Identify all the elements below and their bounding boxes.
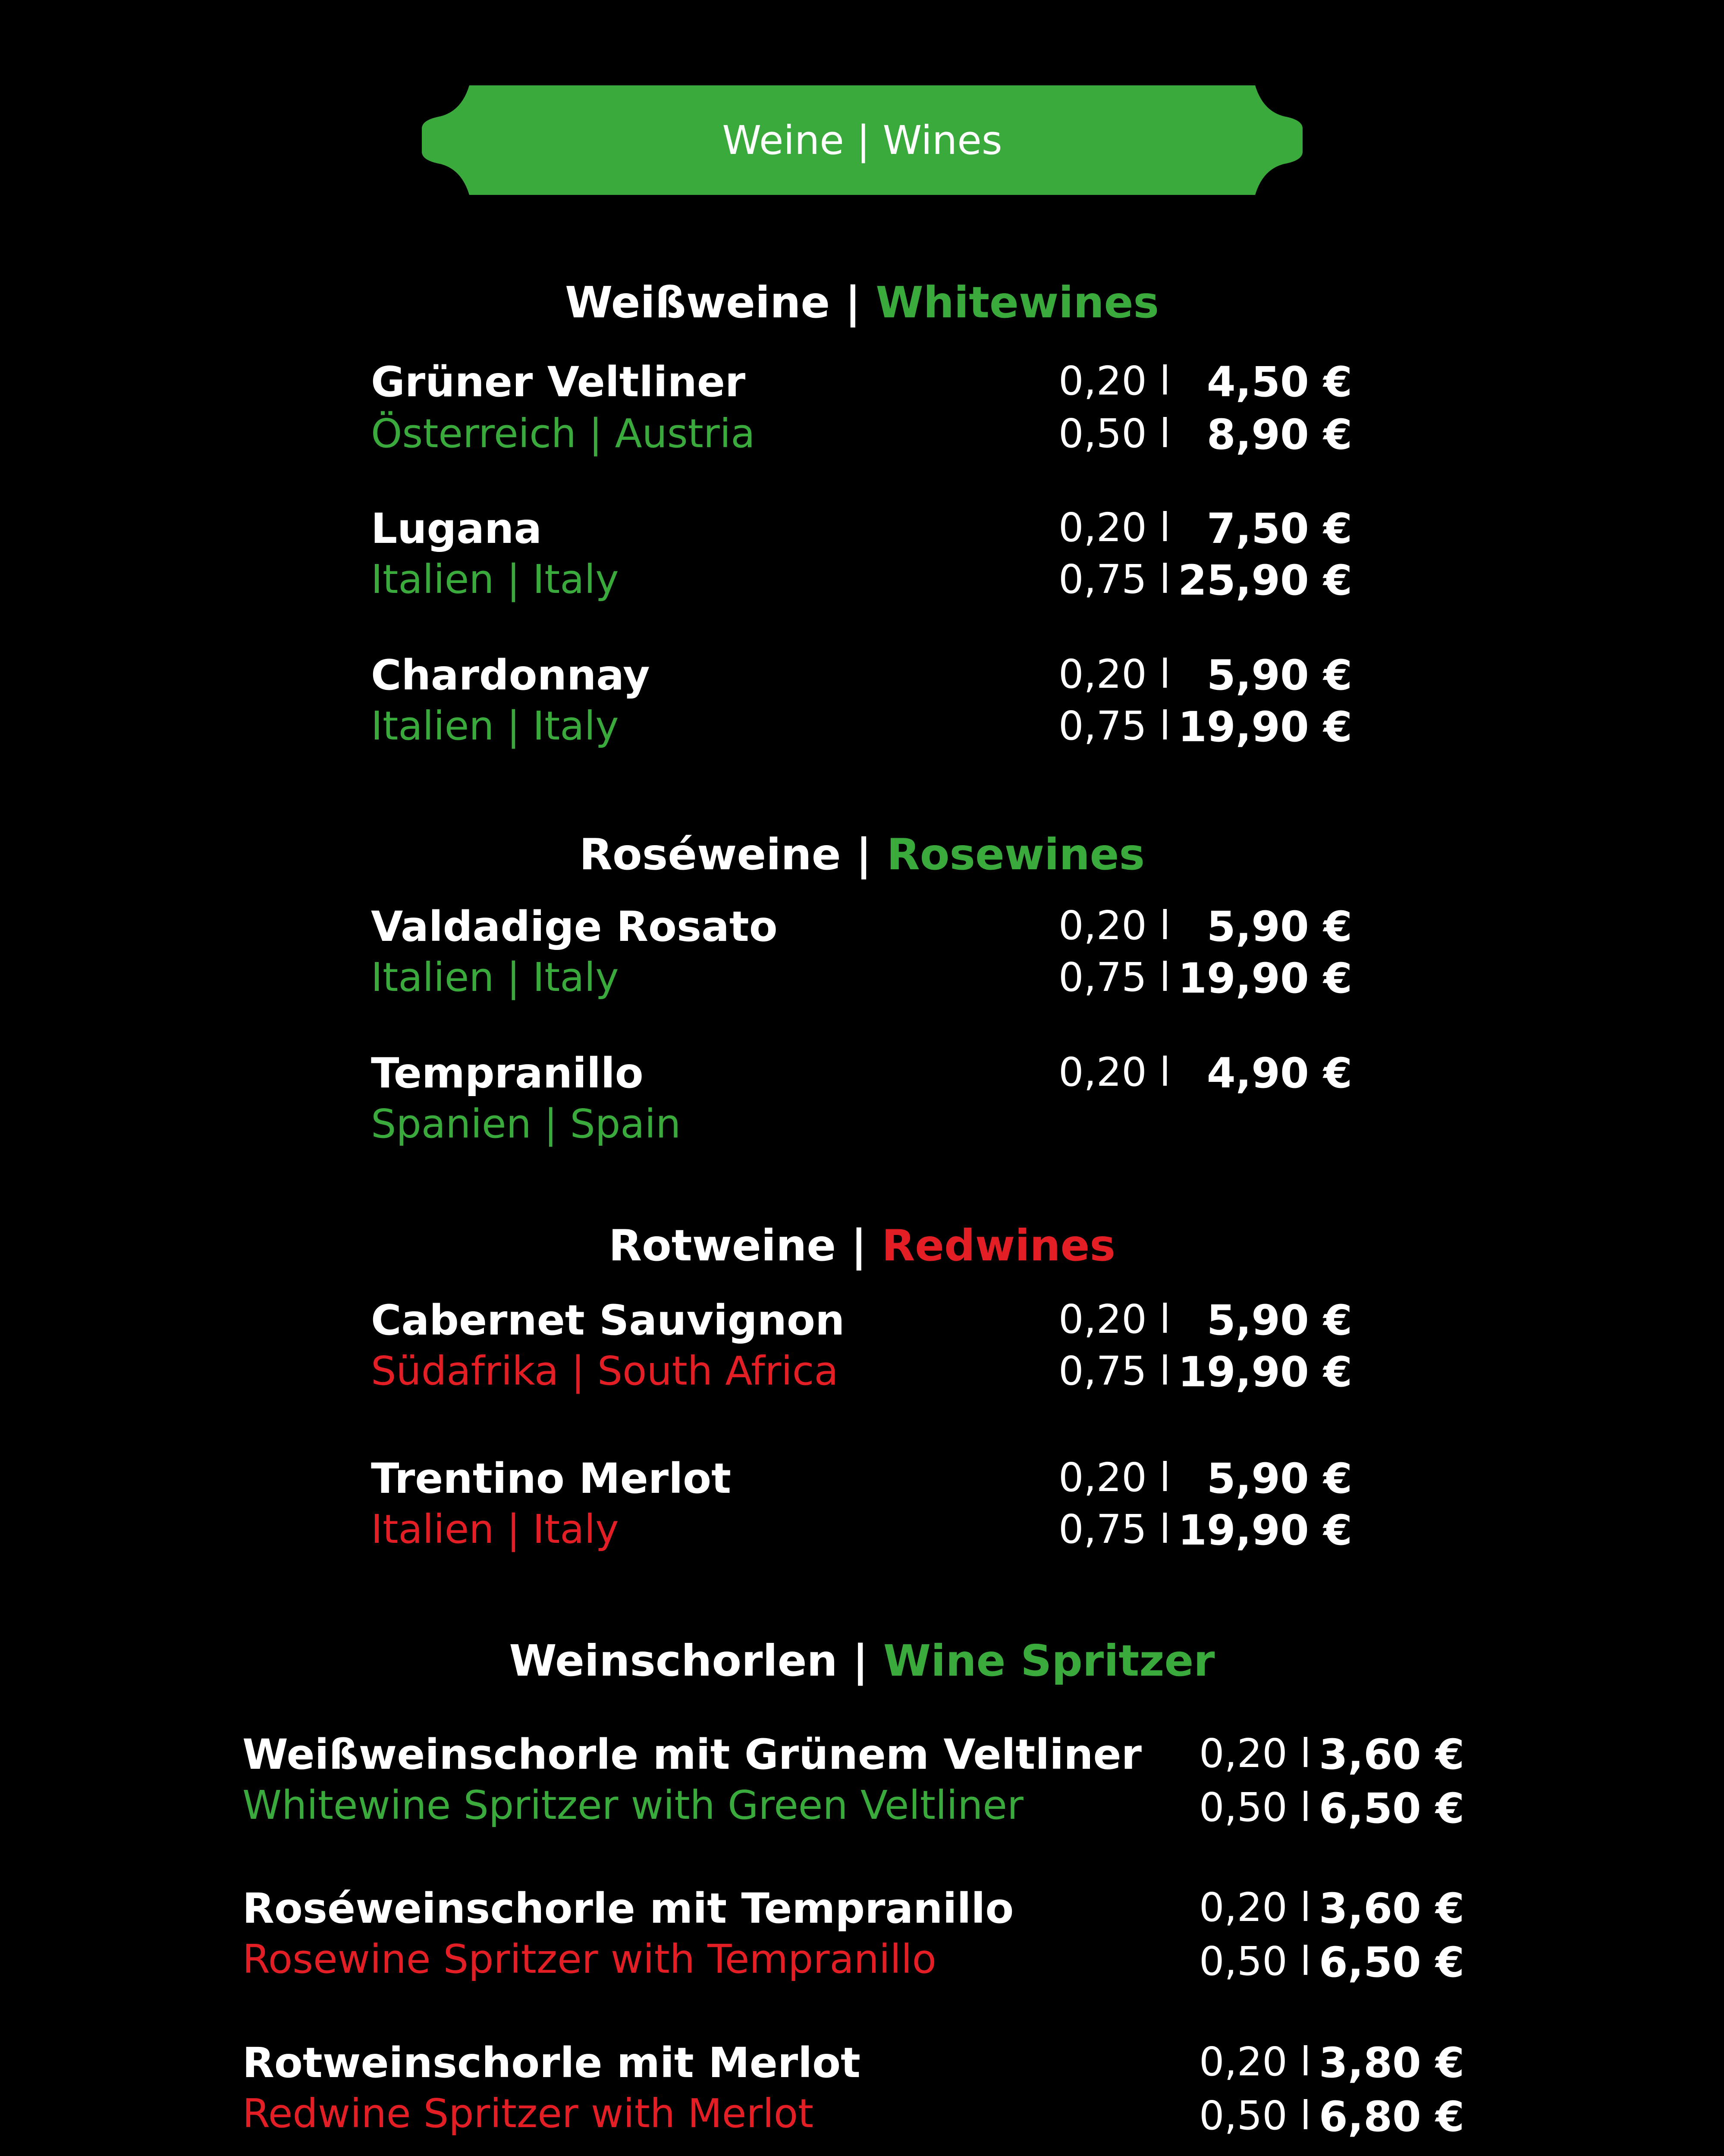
price: 3,60 €	[1319, 1730, 1464, 1779]
price: 4,50 €	[1206, 358, 1352, 406]
wine-origin: Italien | Italy	[371, 1506, 619, 1552]
heading-en: Wine Spritzer	[883, 1636, 1215, 1686]
banner-title: Weine | Wines	[722, 117, 1002, 163]
wine-name: Chardonnay	[371, 651, 650, 699]
volume: 0,20 l	[1058, 903, 1171, 949]
wine-origin: Spanien | Spain	[371, 1101, 681, 1147]
section-heading-rosewines	[0, 829, 1724, 880]
heading-separator: |	[845, 277, 861, 328]
section-heading-whitewines	[0, 277, 1724, 328]
heading-de: Rotweine	[609, 1220, 836, 1271]
volume: 0,75 l	[1058, 703, 1171, 749]
price: 19,90 €	[1178, 954, 1352, 1003]
price: 8,90 €	[1206, 411, 1352, 459]
heading-de: Weißweine	[565, 277, 830, 328]
volume: 0,20 l	[1199, 2039, 1311, 2085]
wine-name: Lugana	[371, 505, 542, 553]
price: 25,90 €	[1178, 556, 1352, 605]
price: 5,90 €	[1206, 1454, 1352, 1503]
price: 19,90 €	[1178, 703, 1352, 751]
spritzer-name: Roséweinschorle mit Tempranillo	[242, 1884, 1014, 1933]
spritzer-english: Redwine Spritzer with Merlot	[242, 2090, 814, 2137]
volume: 0,75 l	[1058, 556, 1171, 602]
volume: 0,50 l	[1199, 2093, 1311, 2139]
heading-separator: |	[852, 1636, 869, 1686]
heading-de: Weinschorlen	[509, 1636, 838, 1686]
price: 6,50 €	[1319, 1784, 1464, 1833]
wine-origin: Italien | Italy	[371, 703, 619, 749]
price: 19,90 €	[1178, 1348, 1352, 1396]
price: 6,80 €	[1319, 2093, 1464, 2141]
volume: 0,20 l	[1058, 1454, 1171, 1501]
volume: 0,20 l	[1058, 505, 1171, 551]
volume: 0,75 l	[1058, 1506, 1171, 1552]
price: 3,80 €	[1319, 2039, 1464, 2087]
section-heading-wine-spritzer	[0, 1636, 1724, 1686]
wine-origin: Italien | Italy	[371, 954, 619, 1000]
wine-name: Cabernet Sauvignon	[371, 1296, 845, 1344]
price: 7,50 €	[1206, 505, 1352, 553]
wine-origin: Italien | Italy	[371, 556, 619, 602]
price: 6,50 €	[1319, 1938, 1464, 1987]
volume: 0,20 l	[1199, 1730, 1311, 1777]
wine-name: Grüner Veltliner	[371, 358, 746, 406]
volume: 0,20 l	[1058, 651, 1171, 697]
spritzer-english: Rosewine Spritzer with Tempranillo	[242, 1936, 936, 1982]
spritzer-name: Weißweinschorle mit Grünem Veltliner	[242, 1730, 1142, 1779]
menu-title-banner	[422, 85, 1303, 195]
volume: 0,20 l	[1058, 1049, 1171, 1095]
volume: 0,20 l	[1058, 1296, 1171, 1342]
heading-separator: |	[851, 1220, 867, 1271]
price: 5,90 €	[1206, 1296, 1352, 1344]
heading-separator: |	[856, 829, 872, 880]
volume: 0,50 l	[1199, 1938, 1311, 1984]
heading-en: Whitewines	[876, 277, 1159, 328]
heading-en: Rosewines	[886, 829, 1145, 880]
section-heading-redwines	[0, 1220, 1724, 1271]
price: 4,90 €	[1206, 1049, 1352, 1097]
volume: 0,50 l	[1058, 411, 1171, 457]
volume: 0,20 l	[1199, 1884, 1311, 1930]
wine-origin: Südafrika | South Africa	[371, 1348, 838, 1394]
price: 5,90 €	[1206, 651, 1352, 699]
heading-de: Roséweine	[579, 829, 841, 880]
volume: 0,75 l	[1058, 1348, 1171, 1394]
volume: 0,50 l	[1199, 1784, 1311, 1830]
spritzer-name: Rotweinschorle mit Merlot	[242, 2039, 860, 2087]
spritzer-english: Whitewine Spritzer with Green Veltliner	[242, 1782, 1024, 1828]
wine-name: Trentino Merlot	[371, 1454, 731, 1503]
wine-origin: Österreich | Austria	[371, 411, 755, 457]
heading-en: Redwines	[882, 1220, 1115, 1271]
volume: 0,75 l	[1058, 954, 1171, 1000]
wine-name: Valdadige Rosato	[371, 903, 778, 951]
price: 3,60 €	[1319, 1884, 1464, 1933]
price: 5,90 €	[1206, 903, 1352, 951]
volume: 0,20 l	[1058, 358, 1171, 404]
wine-name: Tempranillo	[371, 1049, 644, 1097]
price: 19,90 €	[1178, 1506, 1352, 1554]
